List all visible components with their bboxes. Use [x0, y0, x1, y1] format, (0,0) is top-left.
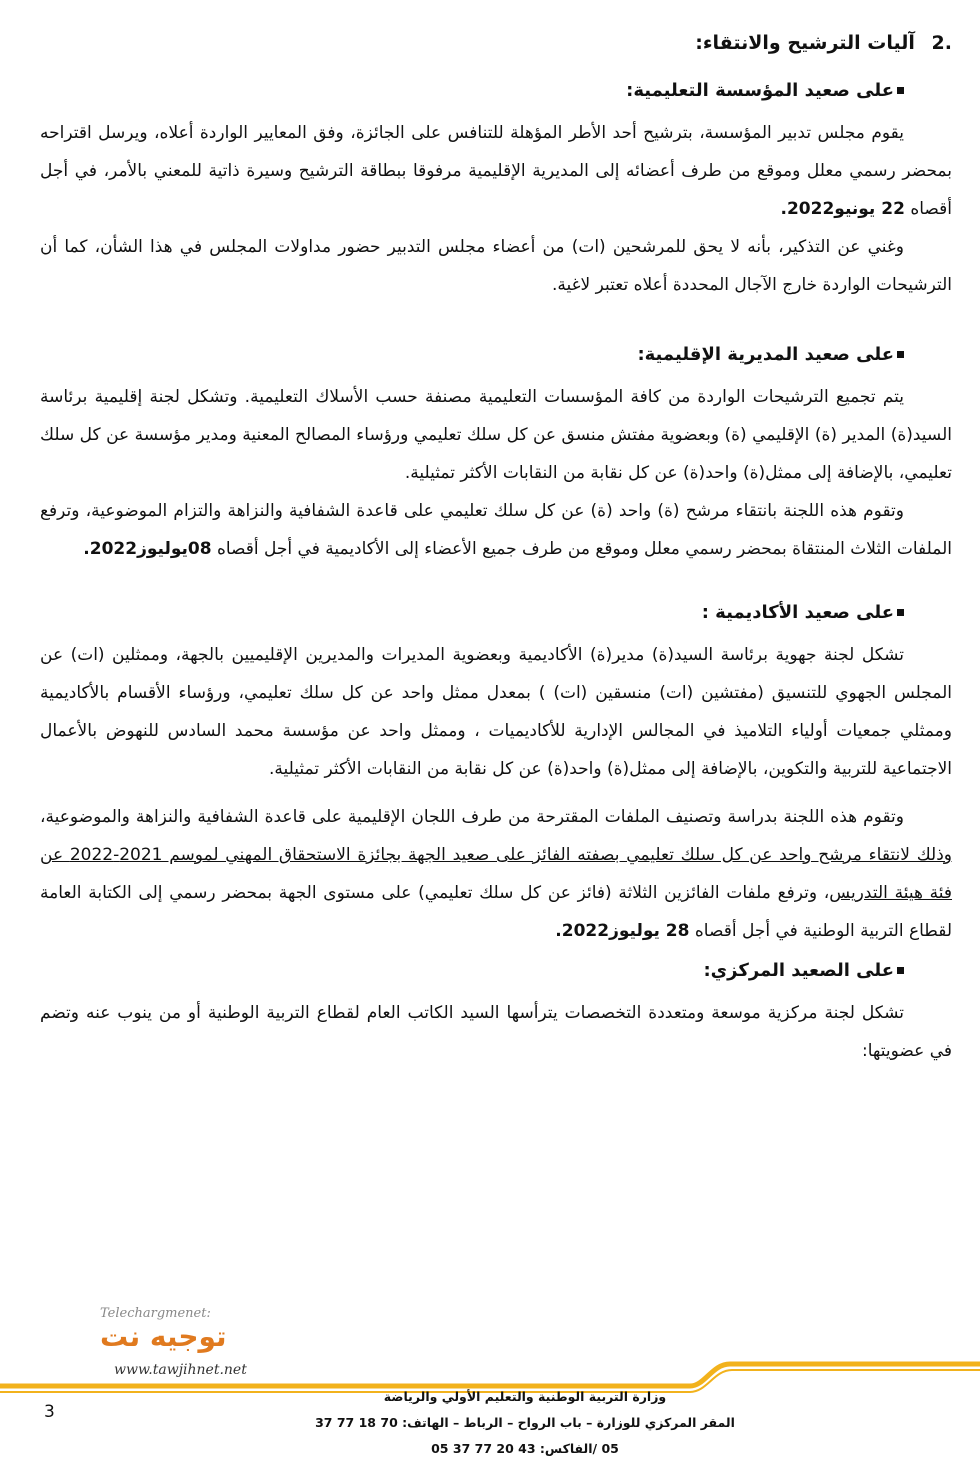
paragraph: [40, 492, 952, 568]
footer-address: المقر المركزي للوزارة – باب الرواح – الرباط – الهاتف: 70 18 77 37 05 /الفاكس: 43 20 77 37 05: [315, 1415, 735, 1456]
watermark-label: Telechargmenet:: [100, 1306, 211, 1321]
heading-text: آليات الترشيح والانتقاء:: [695, 32, 915, 54]
footer: [315, 1384, 735, 1462]
subsection-title-central: على الصعيد المركزي:: [40, 956, 952, 986]
subsection-title-directorate: على صعيد المديرية الإقليمية:: [40, 340, 952, 370]
subsection-title-institution: على صعيد المؤسسة التعليمية:: [40, 76, 952, 106]
paragraph-text: يقوم مجلس تدبير المؤسسة، بترشيح أحد الأطر المؤهلة للتنافس على الجائزة، وفق المعايير الواردة أعلاه، ويرسل اقتراحه بمحضر رسمي معلل وموقع من طرف أعضائه إلى المديرية الإقليمية مرفوقا ببطاقة الترشيح وسيرة ذاتية للمعني بالأمر، في أجل أقصاه: [40, 123, 952, 219]
paragraph: تشكل لجنة جهوية برئاسة السيد(ة) مدير(ة) الأكاديمية وبعضوية المديرات والمديرين الإقليميين بالجهة، وممثلين (ات) عن المجلس الجهوي للتنسيق (مفتشين (ات) منسقين (ات) ) بمعدل ممثل واحد عن كل سلك تعليمي، ورؤساء الأقسام بالأكاديمية وممثلي جمعيات أولياء التلاميذ في المجالس الإدارية للأكاديميات ، وممثل واحد عن مؤسسة محمد السادس للنهوض بالأعمال الاجتماعية للتربية والتكوين، بالإضافة إلى ممثل(ة) واحد(ة) عن كل نقابة من النقابات الأكثر تمثيلية.: [40, 645, 952, 779]
watermark-url: www.tawjihnet.net: [114, 1362, 247, 1378]
paragraph-text: وتقوم هذه اللجنة بانتقاء مرشح (ة) واحد (ة) عن كل سلك تعليمي على قاعدة الشفافية والنزاهة والتزام الموضوعية، وترفع الملفات الثلاث المنتقاة بمحضر رسمي معلل وموقع من طرف جميع الأعضاء إلى الأكاديمية في أجل أقصاه: [40, 501, 952, 559]
watermark-brand: توجيه نت: [100, 1320, 227, 1353]
paragraph: وغني عن التذكير، بأنه لا يحق للمرشحين (ات) من أعضاء مجلس التدبير حضور مداولات المجلس في هذا الشأن، كما أن الترشيحات الواردة خارج الآجال المحددة أعلاه تعتبر لاغية.: [40, 237, 952, 295]
footer-ministry: وزارة التربية الوطنية والتعليم الأولي والرياضة: [383, 1389, 667, 1404]
underlined-text: وذلك لانتقاء مرشح واحد عن كل سلك تعليمي بصفته الفائز على صعيد الجهة بجائزة الاستحقاق المهني لموسم 2021-2022 عن فئة هيئة التدريس: [40, 845, 953, 903]
deadline: 28 يوليوز2022.: [555, 921, 690, 941]
page-content: [40, 28, 952, 1070]
heading-number: .2: [931, 32, 952, 54]
spacer: [40, 304, 952, 340]
paragraph: [40, 798, 952, 950]
section-heading: [40, 28, 952, 58]
spacer: [40, 568, 952, 598]
paragraph-text: وتقوم هذه اللجنة بدراسة وتصنيف الملفات المقترحة من طرف اللجان الإقليمية على قاعدة الشفافية والنزاهة والموضوعية،: [40, 807, 904, 827]
paragraph: [40, 114, 952, 228]
subsection-title-academy: على صعيد الأكاديمية :: [40, 598, 952, 628]
paragraph: تشكل لجنة مركزية موسعة ومتعددة التخصصات يترأسها السيد الكاتب العام لقطاع التربية الوطنية أو من ينوب عنه وتضم في عضويتها:: [40, 1003, 952, 1061]
paragraph-text: ، وترفع ملفات الفائزين الثلاثة (فائز عن كل سلك تعليمي) على مستوى الجهة بمحضر رسمي إلى الكتابة العامة لقطاع التربية الوطنية في أجل أقصاه: [40, 883, 952, 941]
paragraph: يتم تجميع الترشيحات الواردة من كافة المؤسسات التعليمية مصنفة حسب الأسلاك التعليمية. وتشكل لجنة إقليمية برئاسة السيد(ة) المدير (ة) الإقليمي (ة) وبعضوية مفتش منسق عن كل سلك تعليمي ورؤساء المصالح المعنية ومدير مؤسسة عن كل سلك تعليمي، بالإضافة إلى ممثل(ة) واحد(ة) عن كل نقابة من النقابات الأكثر تمثيلية.: [40, 387, 952, 483]
deadline: 22 يونيو2022.: [780, 199, 905, 219]
page-number: 3: [44, 1402, 55, 1422]
deadline: 08يوليوز2022.: [83, 539, 212, 559]
